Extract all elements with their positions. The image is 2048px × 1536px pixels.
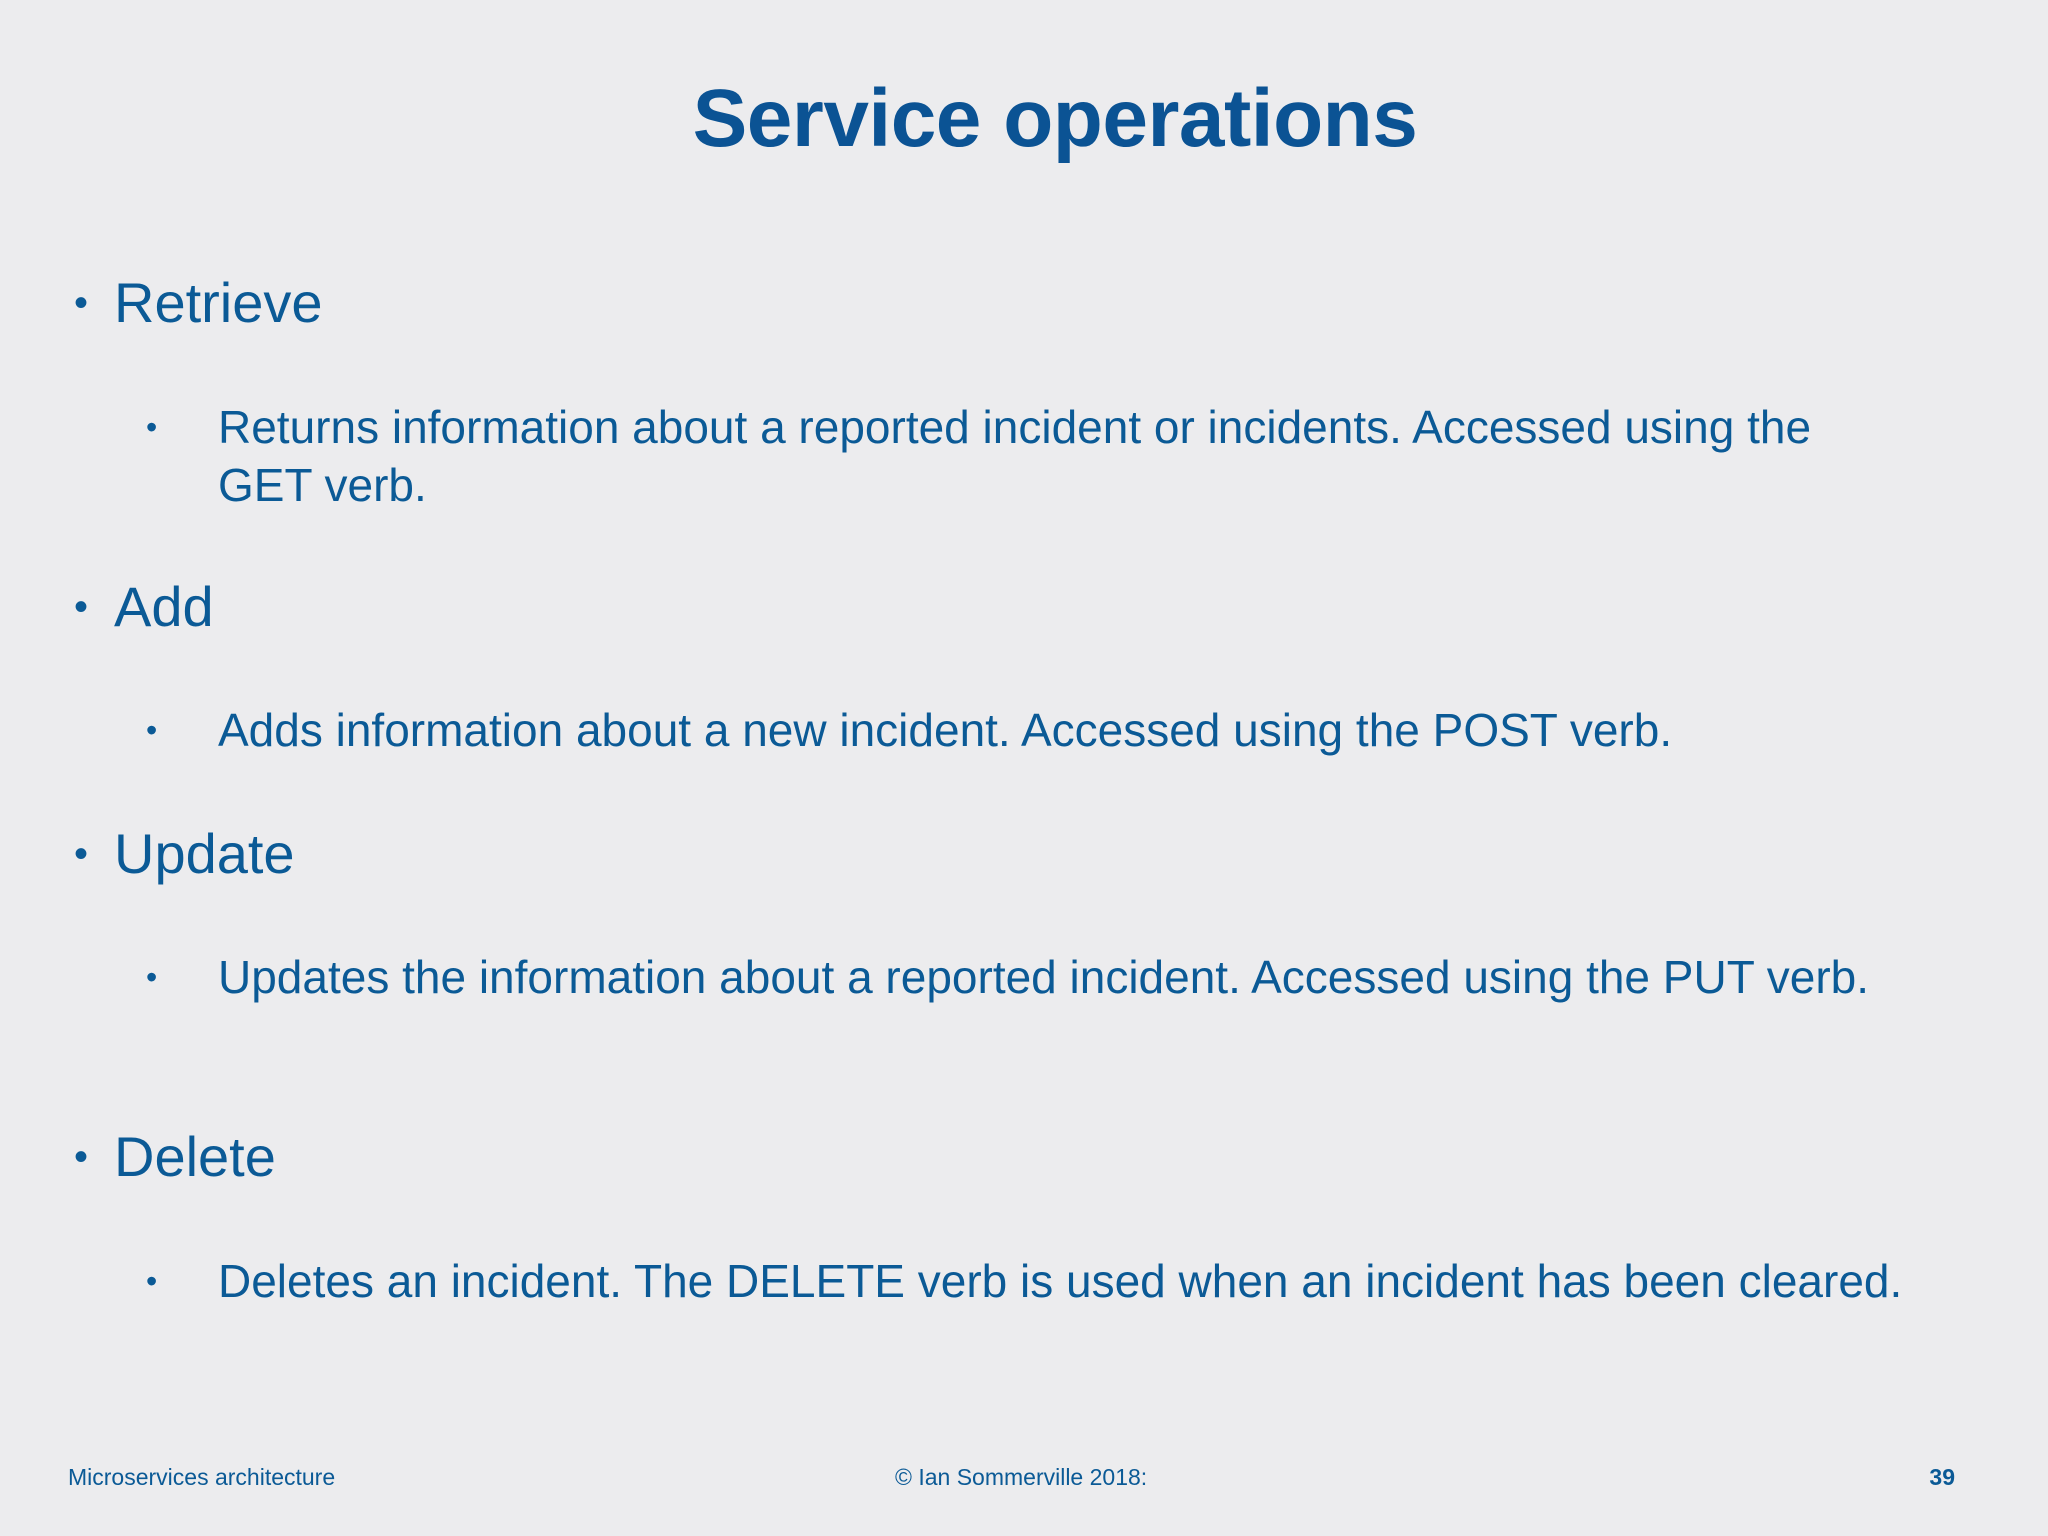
bullet-dot: • bbox=[74, 281, 89, 325]
operation-description: Returns information about a reported incident or incidents. Accessed using the GET verb. bbox=[218, 401, 1812, 511]
operation-name: Retrieve bbox=[114, 271, 323, 334]
bullet-dot: • bbox=[146, 959, 158, 995]
bullet-dot: • bbox=[146, 712, 158, 748]
operation-description: Updates the information about a reported incident. Accessed using the PUT verb. bbox=[218, 951, 1870, 1003]
bullet-dot: • bbox=[74, 832, 89, 876]
footer-course-title: Microservices architecture bbox=[68, 1464, 336, 1490]
operation-name: Update bbox=[114, 822, 295, 885]
bullet-dot: • bbox=[74, 585, 89, 629]
sub-bullet-update bbox=[146, 948, 1906, 1006]
bullet-dot: • bbox=[74, 1135, 89, 1179]
footer-copyright: © Ian Sommerville 2018: bbox=[895, 1464, 1148, 1490]
bullet-dot: • bbox=[146, 409, 158, 445]
operation-description: Deletes an incident. The DELETE verb is used when an incident has been cleared. bbox=[218, 1255, 1903, 1307]
footer-page-number: 39 bbox=[1929, 1464, 1955, 1490]
operation-description: Adds information about a new incident. Accessed using the POST verb. bbox=[218, 704, 1673, 756]
sub-bullet-delete bbox=[146, 1252, 1906, 1310]
sub-bullet-add bbox=[146, 701, 1906, 759]
operation-name: Add bbox=[114, 575, 214, 638]
operation-name: Delete bbox=[114, 1125, 276, 1188]
bullet-dot: • bbox=[146, 1263, 158, 1299]
slide-title: Service operations bbox=[692, 73, 1418, 164]
sub-bullet-retrieve bbox=[146, 398, 1906, 514]
